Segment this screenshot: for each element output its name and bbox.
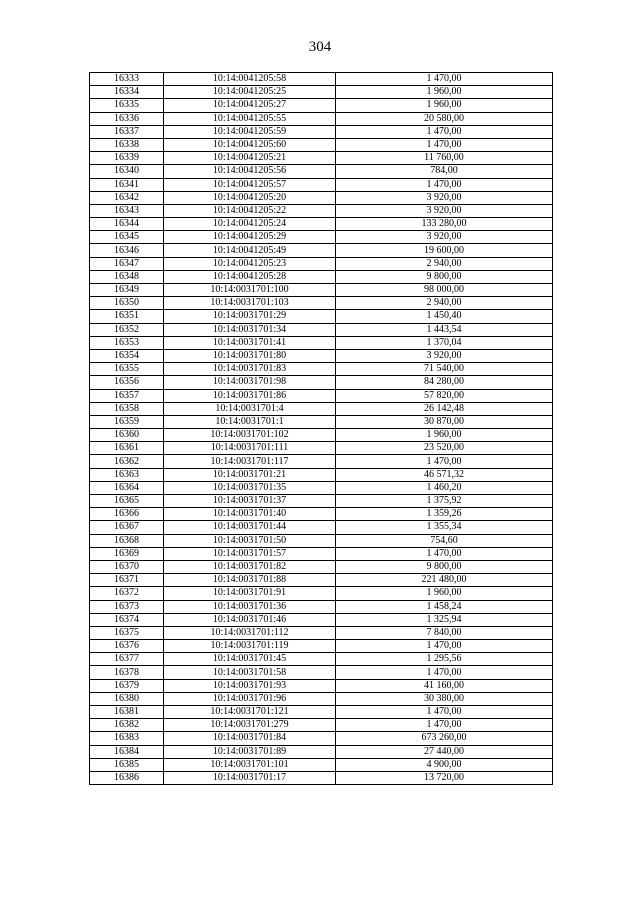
cadastral-number-cell: 10:14:0031701:35 bbox=[164, 481, 336, 494]
table-row bbox=[90, 152, 553, 165]
table-row bbox=[90, 666, 553, 679]
row-number-cell: 16354 bbox=[90, 349, 164, 362]
cadastral-number-cell: 10:14:0031701:37 bbox=[164, 495, 336, 508]
cadastral-number-cell: 10:14:0031701:121 bbox=[164, 706, 336, 719]
amount-cell: 754,60 bbox=[336, 534, 553, 547]
cadastral-number-cell: 10:14:0031701:84 bbox=[164, 732, 336, 745]
row-number-cell: 16376 bbox=[90, 640, 164, 653]
cadastral-number-cell: 10:14:0031701:17 bbox=[164, 771, 336, 784]
cadastral-number-cell: 10:14:0041205:25 bbox=[164, 86, 336, 99]
row-number-cell: 16369 bbox=[90, 547, 164, 560]
table-row bbox=[90, 468, 553, 481]
amount-cell: 1 470,00 bbox=[336, 178, 553, 191]
row-number-cell: 16342 bbox=[90, 191, 164, 204]
cadastral-number-cell: 10:14:0031701:41 bbox=[164, 336, 336, 349]
table-row bbox=[90, 534, 553, 547]
amount-cell: 673 260,00 bbox=[336, 732, 553, 745]
table-row bbox=[90, 376, 553, 389]
row-number-cell: 16361 bbox=[90, 442, 164, 455]
amount-cell: 1 470,00 bbox=[336, 455, 553, 468]
amount-cell: 23 520,00 bbox=[336, 442, 553, 455]
amount-cell: 1 450,40 bbox=[336, 310, 553, 323]
row-number-cell: 16364 bbox=[90, 481, 164, 494]
amount-cell: 1 960,00 bbox=[336, 99, 553, 112]
amount-cell: 20 580,00 bbox=[336, 112, 553, 125]
amount-cell: 84 280,00 bbox=[336, 376, 553, 389]
cadastral-number-cell: 10:14:0031701:100 bbox=[164, 284, 336, 297]
row-number-cell: 16367 bbox=[90, 521, 164, 534]
cadastral-number-cell: 10:14:0031701:34 bbox=[164, 323, 336, 336]
row-number-cell: 16362 bbox=[90, 455, 164, 468]
row-number-cell: 16383 bbox=[90, 732, 164, 745]
table-row bbox=[90, 244, 553, 257]
cadastral-number-cell: 10:14:0041205:59 bbox=[164, 125, 336, 138]
row-number-cell: 16378 bbox=[90, 666, 164, 679]
table-row bbox=[90, 310, 553, 323]
amount-cell: 1 325,94 bbox=[336, 613, 553, 626]
amount-cell: 1 370,04 bbox=[336, 336, 553, 349]
row-number-cell: 16370 bbox=[90, 560, 164, 573]
cadastral-number-cell: 10:14:0031701:4 bbox=[164, 402, 336, 415]
cadastral-number-cell: 10:14:0031701:279 bbox=[164, 719, 336, 732]
row-number-cell: 16371 bbox=[90, 574, 164, 587]
cadastral-number-cell: 10:14:0041205:20 bbox=[164, 191, 336, 204]
row-number-cell: 16375 bbox=[90, 626, 164, 639]
row-number-cell: 16353 bbox=[90, 336, 164, 349]
amount-cell: 3 920,00 bbox=[336, 204, 553, 217]
amount-cell: 4 900,00 bbox=[336, 758, 553, 771]
row-number-cell: 16350 bbox=[90, 297, 164, 310]
table-row bbox=[90, 508, 553, 521]
amount-cell: 1 460,20 bbox=[336, 481, 553, 494]
cadastral-number-cell: 10:14:0041205:58 bbox=[164, 73, 336, 86]
amount-cell: 1 470,00 bbox=[336, 706, 553, 719]
cadastral-number-cell: 10:14:0031701:91 bbox=[164, 587, 336, 600]
amount-cell: 13 720,00 bbox=[336, 771, 553, 784]
table-row bbox=[90, 640, 553, 653]
table-row bbox=[90, 653, 553, 666]
row-number-cell: 16344 bbox=[90, 218, 164, 231]
table-row bbox=[90, 112, 553, 125]
row-number-cell: 16352 bbox=[90, 323, 164, 336]
table-row bbox=[90, 231, 553, 244]
table-row bbox=[90, 99, 553, 112]
table-row bbox=[90, 389, 553, 402]
row-number-cell: 16386 bbox=[90, 771, 164, 784]
amount-cell: 11 760,00 bbox=[336, 152, 553, 165]
amount-cell: 1 355,34 bbox=[336, 521, 553, 534]
table-row bbox=[90, 363, 553, 376]
cadastral-number-cell: 10:14:0031701:117 bbox=[164, 455, 336, 468]
cadastral-number-cell: 10:14:0031701:96 bbox=[164, 692, 336, 705]
table-row bbox=[90, 455, 553, 468]
table-row bbox=[90, 73, 553, 86]
cadastral-number-cell: 10:14:0031701:93 bbox=[164, 679, 336, 692]
amount-cell: 1 470,00 bbox=[336, 666, 553, 679]
cadastral-number-cell: 10:14:0031701:82 bbox=[164, 560, 336, 573]
amount-cell: 1 470,00 bbox=[336, 138, 553, 151]
row-number-cell: 16374 bbox=[90, 613, 164, 626]
table-row bbox=[90, 218, 553, 231]
page-number: 304 bbox=[308, 39, 332, 55]
cadastral-number-cell: 10:14:0031701:36 bbox=[164, 600, 336, 613]
cadastral-number-cell: 10:14:0031701:1 bbox=[164, 415, 336, 428]
table-row bbox=[90, 284, 553, 297]
cadastral-number-cell: 10:14:0031701:44 bbox=[164, 521, 336, 534]
amount-cell: 30 380,00 bbox=[336, 692, 553, 705]
table-row bbox=[90, 521, 553, 534]
row-number-cell: 16355 bbox=[90, 363, 164, 376]
table-body bbox=[90, 73, 553, 785]
amount-cell: 1 960,00 bbox=[336, 587, 553, 600]
row-number-cell: 16336 bbox=[90, 112, 164, 125]
cadastral-number-cell: 10:14:0031701:86 bbox=[164, 389, 336, 402]
row-number-cell: 16349 bbox=[90, 284, 164, 297]
row-number-cell: 16380 bbox=[90, 692, 164, 705]
amount-cell: 1 470,00 bbox=[336, 719, 553, 732]
cadastral-number-cell: 10:14:0041205:55 bbox=[164, 112, 336, 125]
cadastral-number-cell: 10:14:0031701:80 bbox=[164, 349, 336, 362]
row-number-cell: 16382 bbox=[90, 719, 164, 732]
row-number-cell: 16368 bbox=[90, 534, 164, 547]
cadastral-table bbox=[89, 72, 553, 785]
cadastral-number-cell: 10:14:0041205:23 bbox=[164, 257, 336, 270]
row-number-cell: 16339 bbox=[90, 152, 164, 165]
cadastral-number-cell: 10:14:0041205:56 bbox=[164, 165, 336, 178]
amount-cell: 1 960,00 bbox=[336, 86, 553, 99]
cadastral-number-cell: 10:14:0041205:49 bbox=[164, 244, 336, 257]
amount-cell: 7 840,00 bbox=[336, 626, 553, 639]
table-row bbox=[90, 560, 553, 573]
amount-cell: 1 470,00 bbox=[336, 73, 553, 86]
row-number-cell: 16340 bbox=[90, 165, 164, 178]
row-number-cell: 16335 bbox=[90, 99, 164, 112]
row-number-cell: 16357 bbox=[90, 389, 164, 402]
row-number-cell: 16333 bbox=[90, 73, 164, 86]
amount-cell: 3 920,00 bbox=[336, 231, 553, 244]
table-row bbox=[90, 626, 553, 639]
cadastral-number-cell: 10:14:0031701:29 bbox=[164, 310, 336, 323]
row-number-cell: 16348 bbox=[90, 270, 164, 283]
amount-cell: 3 920,00 bbox=[336, 191, 553, 204]
table-row bbox=[90, 771, 553, 784]
amount-cell: 27 440,00 bbox=[336, 745, 553, 758]
table-row bbox=[90, 706, 553, 719]
amount-cell: 41 160,00 bbox=[336, 679, 553, 692]
amount-cell: 784,00 bbox=[336, 165, 553, 178]
cadastral-number-cell: 10:14:0031701:111 bbox=[164, 442, 336, 455]
cadastral-number-cell: 10:14:0041205:57 bbox=[164, 178, 336, 191]
table-row bbox=[90, 587, 553, 600]
cadastral-number-cell: 10:14:0041205:24 bbox=[164, 218, 336, 231]
row-number-cell: 16363 bbox=[90, 468, 164, 481]
cadastral-number-cell: 10:14:0041205:27 bbox=[164, 99, 336, 112]
table-row bbox=[90, 415, 553, 428]
row-number-cell: 16366 bbox=[90, 508, 164, 521]
table-row bbox=[90, 86, 553, 99]
row-number-cell: 16343 bbox=[90, 204, 164, 217]
row-number-cell: 16351 bbox=[90, 310, 164, 323]
table-row bbox=[90, 600, 553, 613]
table-row bbox=[90, 613, 553, 626]
row-number-cell: 16359 bbox=[90, 415, 164, 428]
row-number-cell: 16385 bbox=[90, 758, 164, 771]
table-row bbox=[90, 481, 553, 494]
table-row bbox=[90, 191, 553, 204]
cadastral-number-cell: 10:14:0041205:22 bbox=[164, 204, 336, 217]
table-row bbox=[90, 323, 553, 336]
cadastral-number-cell: 10:14:0031701:112 bbox=[164, 626, 336, 639]
row-number-cell: 16356 bbox=[90, 376, 164, 389]
amount-cell: 2 940,00 bbox=[336, 257, 553, 270]
table-row bbox=[90, 165, 553, 178]
row-number-cell: 16338 bbox=[90, 138, 164, 151]
table-row bbox=[90, 719, 553, 732]
table-row bbox=[90, 138, 553, 151]
amount-cell: 9 800,00 bbox=[336, 560, 553, 573]
table-row bbox=[90, 270, 553, 283]
cadastral-number-cell: 10:14:0041205:60 bbox=[164, 138, 336, 151]
table-row bbox=[90, 547, 553, 560]
row-number-cell: 16358 bbox=[90, 402, 164, 415]
amount-cell: 3 920,00 bbox=[336, 349, 553, 362]
cadastral-number-cell: 10:14:0031701:83 bbox=[164, 363, 336, 376]
cadastral-number-cell: 10:14:0041205:21 bbox=[164, 152, 336, 165]
amount-cell: 1 458,24 bbox=[336, 600, 553, 613]
amount-cell: 71 540,00 bbox=[336, 363, 553, 376]
cadastral-number-cell: 10:14:0031701:101 bbox=[164, 758, 336, 771]
amount-cell: 2 940,00 bbox=[336, 297, 553, 310]
row-number-cell: 16334 bbox=[90, 86, 164, 99]
table-row bbox=[90, 336, 553, 349]
cadastral-number-cell: 10:14:0031701:57 bbox=[164, 547, 336, 560]
cadastral-number-cell: 10:14:0031701:119 bbox=[164, 640, 336, 653]
table-row bbox=[90, 125, 553, 138]
row-number-cell: 16360 bbox=[90, 429, 164, 442]
row-number-cell: 16337 bbox=[90, 125, 164, 138]
amount-cell: 221 480,00 bbox=[336, 574, 553, 587]
amount-cell: 1 359,26 bbox=[336, 508, 553, 521]
row-number-cell: 16365 bbox=[90, 495, 164, 508]
row-number-cell: 16372 bbox=[90, 587, 164, 600]
cadastral-number-cell: 10:14:0041205:28 bbox=[164, 270, 336, 283]
amount-cell: 1 443,54 bbox=[336, 323, 553, 336]
cadastral-number-cell: 10:14:0031701:88 bbox=[164, 574, 336, 587]
cadastral-number-cell: 10:14:0031701:45 bbox=[164, 653, 336, 666]
cadastral-number-cell: 10:14:0031701:21 bbox=[164, 468, 336, 481]
amount-cell: 1 470,00 bbox=[336, 125, 553, 138]
amount-cell: 1 960,00 bbox=[336, 429, 553, 442]
amount-cell: 98 000,00 bbox=[336, 284, 553, 297]
amount-cell: 46 571,32 bbox=[336, 468, 553, 481]
cadastral-number-cell: 10:14:0031701:102 bbox=[164, 429, 336, 442]
cadastral-number-cell: 10:14:0031701:40 bbox=[164, 508, 336, 521]
cadastral-number-cell: 10:14:0031701:103 bbox=[164, 297, 336, 310]
row-number-cell: 16346 bbox=[90, 244, 164, 257]
table-row bbox=[90, 732, 553, 745]
amount-cell: 133 280,00 bbox=[336, 218, 553, 231]
table-row bbox=[90, 745, 553, 758]
table-row bbox=[90, 574, 553, 587]
table-row bbox=[90, 178, 553, 191]
row-number-cell: 16379 bbox=[90, 679, 164, 692]
amount-cell: 19 600,00 bbox=[336, 244, 553, 257]
table-row bbox=[90, 204, 553, 217]
cadastral-number-cell: 10:14:0031701:89 bbox=[164, 745, 336, 758]
cadastral-number-cell: 10:14:0031701:50 bbox=[164, 534, 336, 547]
row-number-cell: 16373 bbox=[90, 600, 164, 613]
amount-cell: 1 470,00 bbox=[336, 547, 553, 560]
table-row bbox=[90, 429, 553, 442]
table-row bbox=[90, 297, 553, 310]
amount-cell: 26 142,48 bbox=[336, 402, 553, 415]
row-number-cell: 16341 bbox=[90, 178, 164, 191]
amount-cell: 1 375,92 bbox=[336, 495, 553, 508]
table-row bbox=[90, 402, 553, 415]
amount-cell: 57 820,00 bbox=[336, 389, 553, 402]
table-row bbox=[90, 758, 553, 771]
amount-cell: 9 800,00 bbox=[336, 270, 553, 283]
table-row bbox=[90, 442, 553, 455]
table-row bbox=[90, 349, 553, 362]
table-row bbox=[90, 495, 553, 508]
table-row bbox=[90, 257, 553, 270]
table-row bbox=[90, 692, 553, 705]
amount-cell: 1 295,56 bbox=[336, 653, 553, 666]
cadastral-number-cell: 10:14:0031701:98 bbox=[164, 376, 336, 389]
amount-cell: 30 870,00 bbox=[336, 415, 553, 428]
row-number-cell: 16345 bbox=[90, 231, 164, 244]
cadastral-number-cell: 10:14:0031701:58 bbox=[164, 666, 336, 679]
row-number-cell: 16384 bbox=[90, 745, 164, 758]
cadastral-number-cell: 10:14:0031701:46 bbox=[164, 613, 336, 626]
table-row bbox=[90, 679, 553, 692]
row-number-cell: 16381 bbox=[90, 706, 164, 719]
row-number-cell: 16347 bbox=[90, 257, 164, 270]
row-number-cell: 16377 bbox=[90, 653, 164, 666]
cadastral-number-cell: 10:14:0041205:29 bbox=[164, 231, 336, 244]
amount-cell: 1 470,00 bbox=[336, 640, 553, 653]
